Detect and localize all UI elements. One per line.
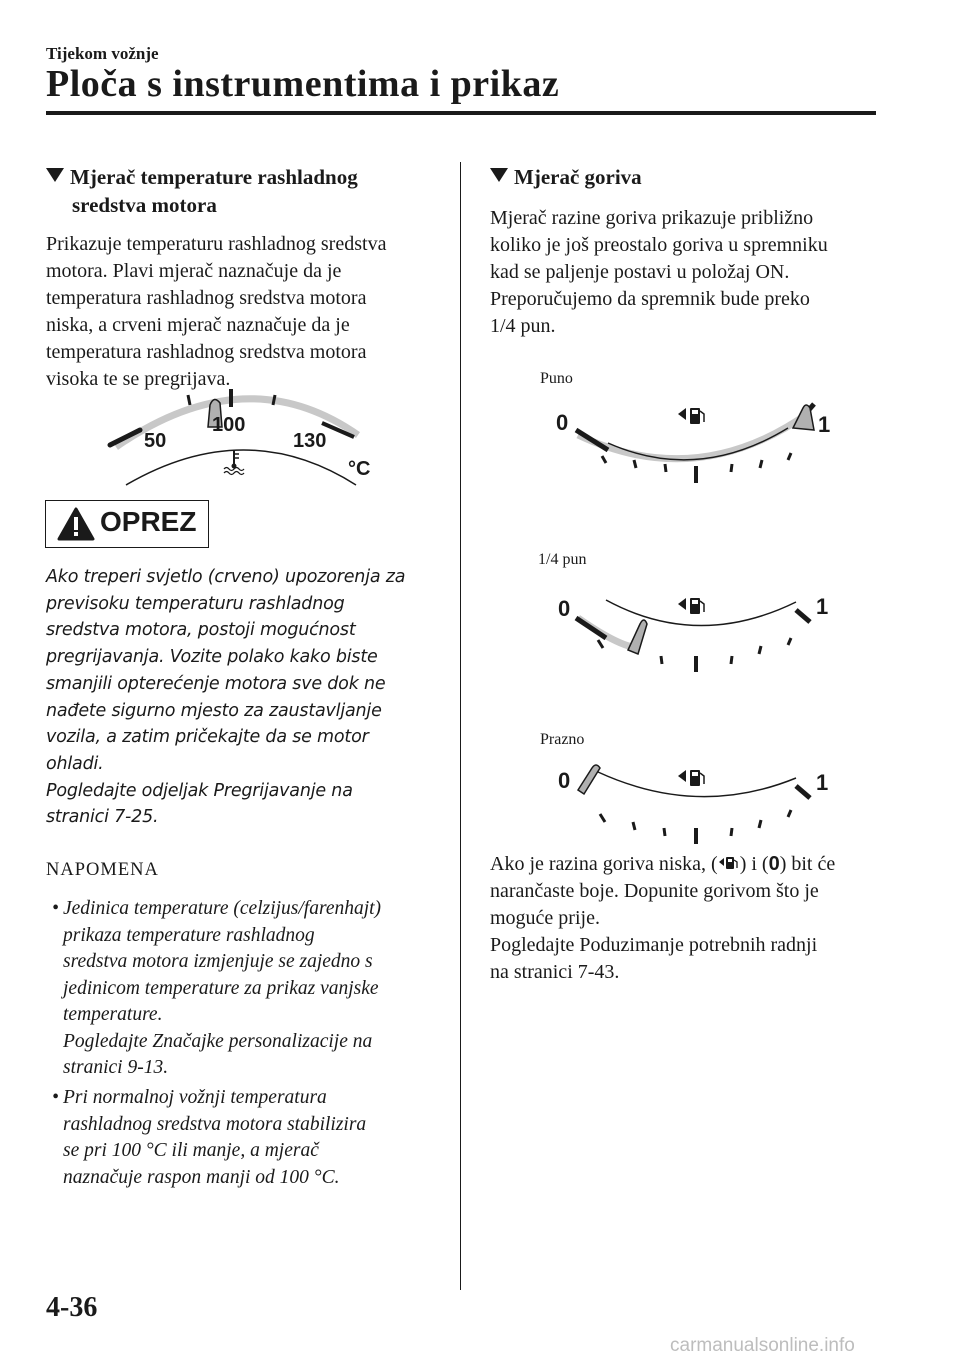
low-fuel-line-1: Ako je razina goriva niska, ( ) i (0) bit će xyxy=(490,853,836,875)
fuel-gauge-empty xyxy=(548,760,848,850)
fuel-max-label: 1 xyxy=(816,594,829,619)
fuel-gauge-quarter xyxy=(548,588,848,678)
fuel-max-label: 1 xyxy=(818,412,831,437)
fuel-gauge-heading: Mjerač goriva xyxy=(490,163,642,191)
watermark: carmanualsonline.info xyxy=(670,1335,855,1356)
fuel-pump-icon xyxy=(678,770,704,786)
fuel-gauge-label-quarter: 1/4 pun xyxy=(538,551,587,568)
fuel-max-label: 1 xyxy=(816,770,829,795)
title-rule xyxy=(46,111,876,115)
note-title: NAPOMENA xyxy=(46,860,159,880)
temp-label-50: 50 xyxy=(144,430,167,452)
triangle-bullet-icon xyxy=(490,168,508,182)
coolant-temperature-gauge xyxy=(96,385,396,490)
note-item-1: • Jedinica temperature (celzijus/farenhajt) prikaza temperature rashladnog sredstva motora izmjenjuje se zajedno s jedinicom temperature za prikaz vanjske temperature. Pogledajte Značajke personalizacije na stranici 9-13. xyxy=(52,898,382,1078)
fuel-pump-icon xyxy=(678,408,704,424)
caution-box xyxy=(45,500,209,548)
fuel-gauge-full xyxy=(548,398,848,488)
fuel-min-label: 0 xyxy=(556,410,569,435)
caution-text: Ako treperi svjetlo (crveno) upozorenja za previsoku temperaturu rashladnog sredstva motora, postoji mogućnost pregrijavanja. Vozite polako kako biste smanjili opterećenje motora sve dok ne nađete sigurno mjesto za zaustavljanje vozila, a zatim pričekajte da se motor ohladi. Pogledajte odjeljak Pregrijavanje na stranici 7-25. xyxy=(46,567,406,828)
fuel-gauge-label-full: Puno xyxy=(540,370,573,387)
warning-triangle-icon xyxy=(56,506,96,542)
temp-label-130: 130 xyxy=(293,430,327,452)
fuel-min-label: 0 xyxy=(558,768,571,793)
fuel-needle-quarter xyxy=(628,620,647,654)
temp-unit-label: °C xyxy=(348,458,371,480)
section-label: Tijekom vožnje xyxy=(46,44,159,63)
fuel-gauge-description: Mjerač razine goriva prikazuje približno koliko je još preostalo goriva u spremniku kad se paljenje postavi u položaj ON. Preporučujemo da spremnik bude preko 1/4 pun. xyxy=(490,207,828,337)
temp-label-100: 100 xyxy=(212,414,246,436)
note-item-2: • Pri normalnoj vožnji temperatura rashladnog sredstva motora stabilizira se pri 100 °C ili manje, a mjerač naznačuje raspon manji od 100 °C. xyxy=(52,1087,367,1188)
fuel-pump-icon xyxy=(678,598,704,614)
page-number: 4-36 xyxy=(46,1292,98,1323)
coolant-temperature-icon xyxy=(224,451,244,475)
caution-label: OPREZ xyxy=(100,506,197,537)
fuel-min-label: 0 xyxy=(558,596,571,621)
bullet-icon: • xyxy=(52,1087,59,1108)
fuel-needle-empty xyxy=(578,765,600,794)
triangle-bullet-icon xyxy=(46,168,64,182)
fuel-gauge-label-empty: Prazno xyxy=(540,731,585,748)
coolant-gauge-heading: Mjerač temperature rashladnog xyxy=(46,163,358,191)
coolant-gauge-heading-line2: sredstva motora xyxy=(72,193,217,217)
coolant-gauge-description: Prikazuje temperaturu rashladnog sredstva motora. Plavi mjerač naznačuje da je temperatura rashladnog sredstva motora niska, a crveni mjerač naznačuje da je temperatura rashladnog sredstva motora visoka te se pregrijava. xyxy=(46,233,387,390)
page-title: Ploča s instrumentima i prikaz xyxy=(46,63,560,105)
fuel-pump-icon xyxy=(718,855,740,871)
bullet-icon: • xyxy=(52,898,59,919)
low-fuel-text: Ako je razina goriva niska, ( ) i (0) bit će narančaste boje. Dopunite gorivom što je moguće prije. Pogledajte Poduzimanje potrebnih radnji na stranici 7-43. xyxy=(490,851,885,986)
